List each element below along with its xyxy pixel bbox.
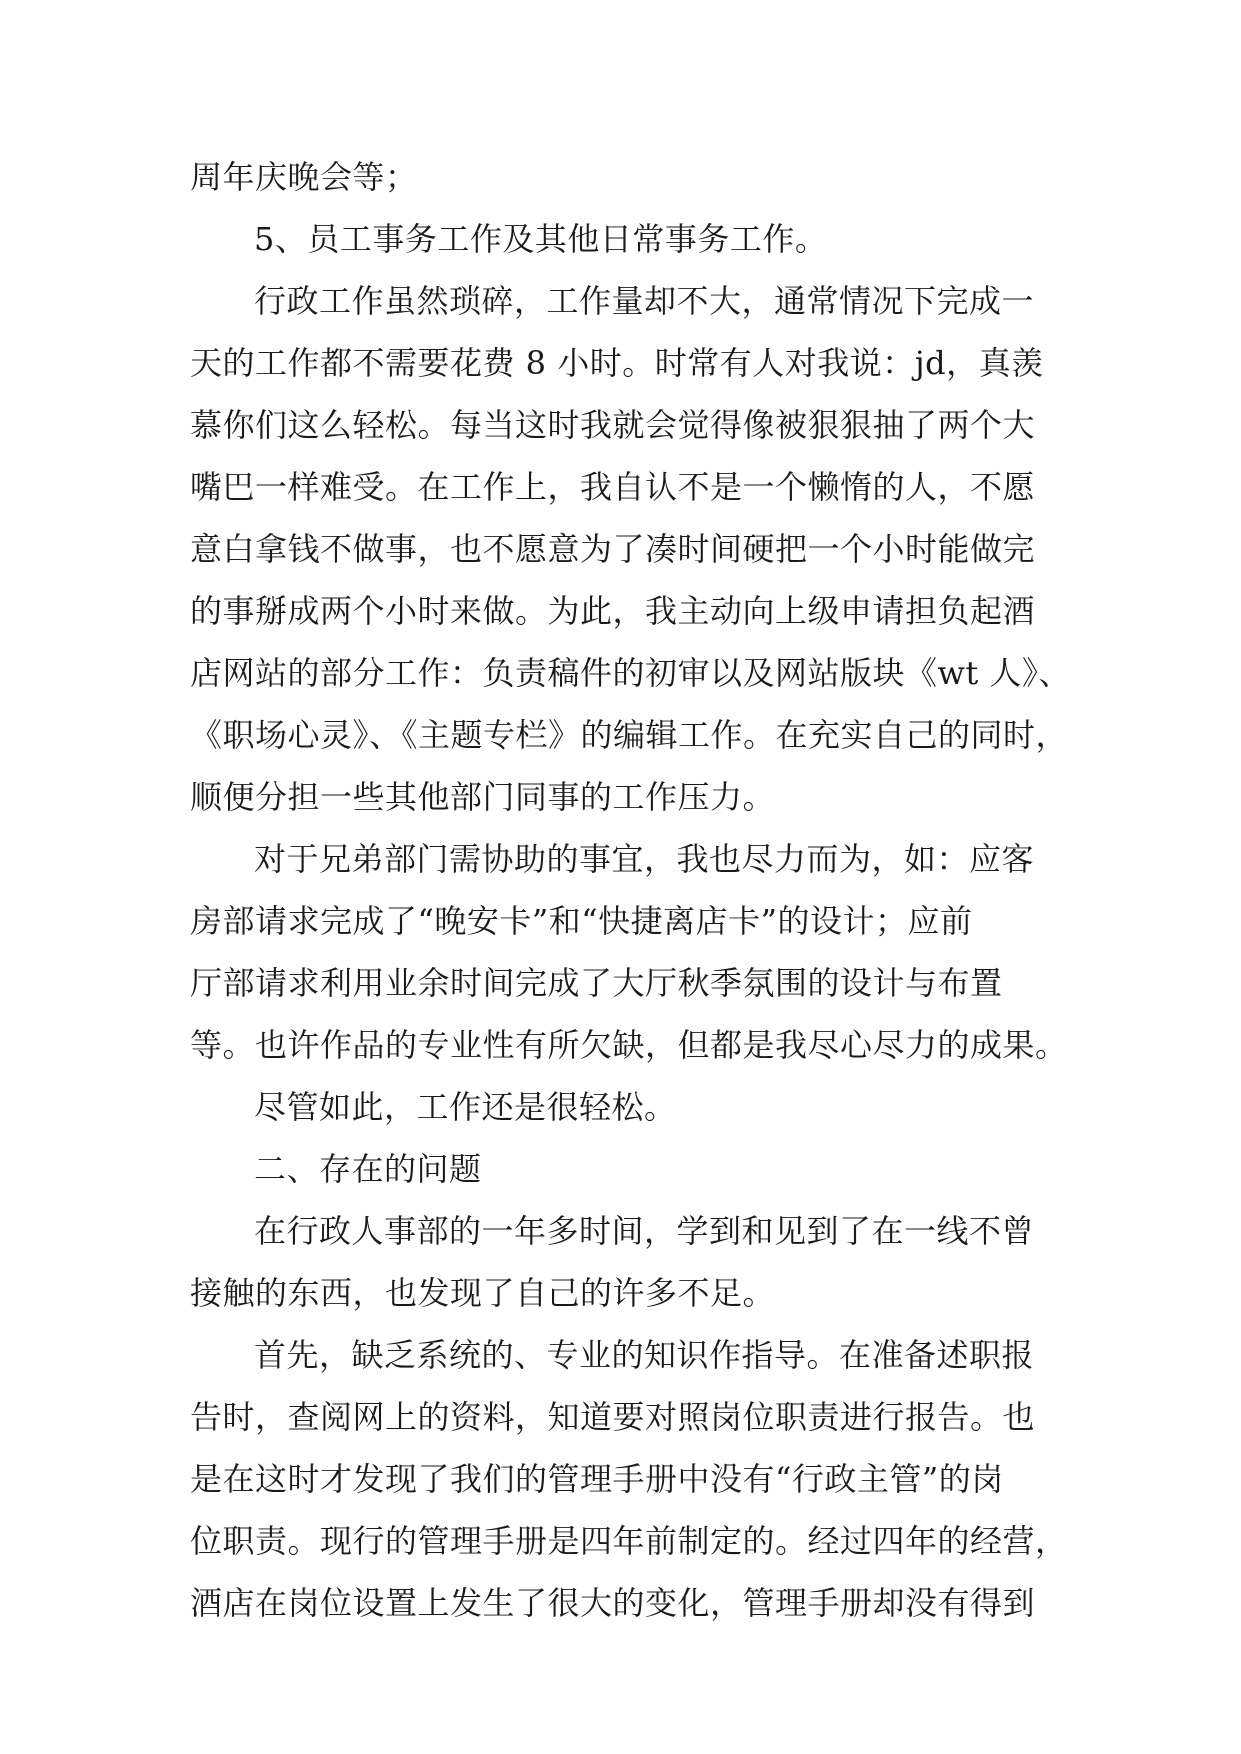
- section-heading: 二、存在的问题: [254, 1150, 482, 1188]
- document-page: [190, 146, 1071, 1634]
- text-line: 厅部请求利用业余时间完成了大厅秋季氛围的设计与布置: [190, 964, 1003, 1002]
- text-line: 慕你们这么轻松。每当这时我就会觉得像被狠狠抽了两个大: [190, 406, 1036, 444]
- text-line: 房部请求完成了“晚安卡”和“快捷离店卡”的设计；应前: [190, 902, 973, 940]
- text-line: 天的工作都不需要花费 8 小时。时常有人对我说：jd，真羡: [190, 344, 1044, 382]
- text-line: 店网站的部分工作：负责稿件的初审以及网站版块《wt 人》、: [190, 654, 1071, 692]
- text-line: 酒店在岗位设置上发生了很大的变化，管理手册却没有得到: [190, 1584, 1036, 1622]
- text-line: 的事掰成两个小时来做。为此，我主动向上级申请担负起酒: [190, 592, 1036, 630]
- text-line: 位职责。现行的管理手册是四年前制定的。经过四年的经营，: [190, 1522, 1068, 1560]
- text-line: 行政工作虽然琐碎，工作量却不大，通常情况下完成一: [254, 282, 1035, 320]
- text-line: 等。也许作品的专业性有所欠缺，但都是我尽心尽力的成果。: [190, 1026, 1068, 1064]
- text-line: 告时，查阅网上的资料，知道要对照岗位职责进行报告。也: [190, 1398, 1036, 1436]
- text-line: 《职场心灵》、《主题专栏》的编辑工作。在充实自己的同时，: [190, 716, 1069, 754]
- text-line: 是在这时才发现了我们的管理手册中没有“行政主管”的岗: [190, 1460, 1004, 1498]
- text-line: 尽管如此，工作还是很轻松。: [254, 1088, 677, 1126]
- text-line: 嘴巴一样难受。在工作上，我自认不是一个懒惰的人，不愿: [190, 468, 1036, 506]
- text-line: 5、员工事务工作及其他日常事务工作。: [254, 220, 828, 258]
- text-line: 在行政人事部的一年多时间，学到和见到了在一线不曾: [254, 1212, 1035, 1250]
- text-line: 接触的东西，也发现了自己的许多不足。: [190, 1274, 776, 1312]
- text-line: 对于兄弟部门需协助的事宜，我也尽力而为，如：应客: [254, 840, 1035, 878]
- text-line: 周年庆晚会等；: [190, 158, 418, 196]
- text-line: 顺便分担一些其他部门同事的工作压力。: [190, 778, 776, 816]
- text-line: 意白拿钱不做事，也不愿意为了凑时间硬把一个小时能做完: [190, 530, 1036, 568]
- text-line: 首先，缺乏系统的、专业的知识作指导。在准备述职报: [254, 1336, 1035, 1374]
